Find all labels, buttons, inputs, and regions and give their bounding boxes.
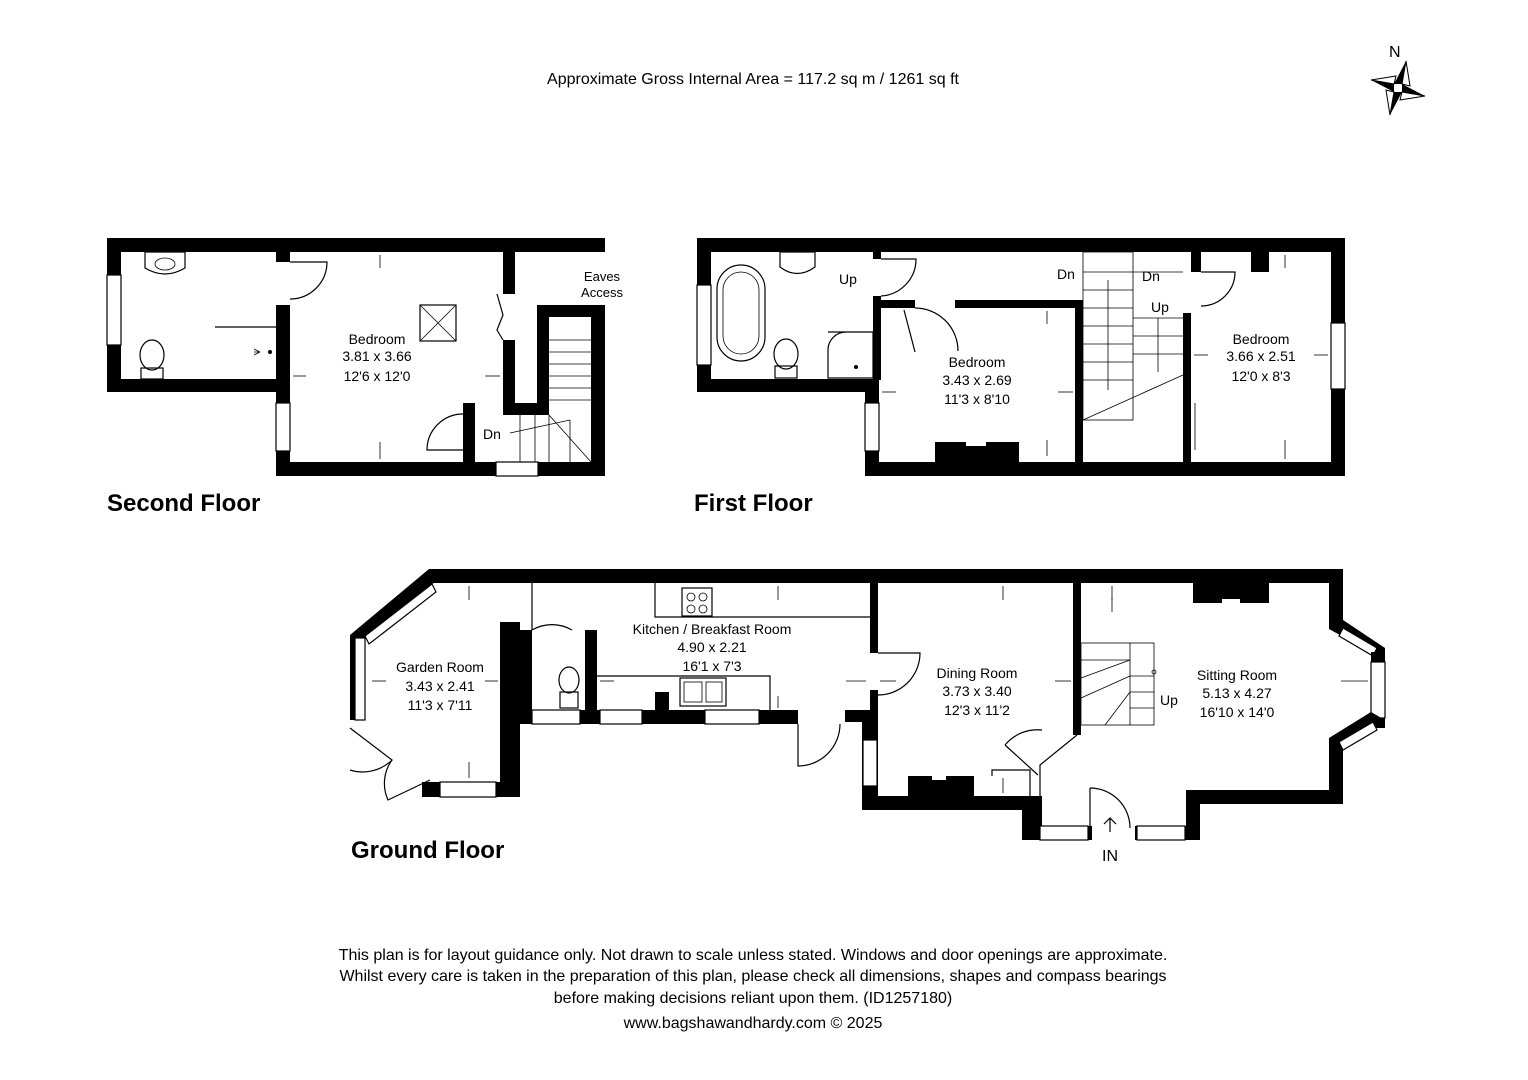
compass-north-label: N: [1389, 44, 1401, 61]
first-floor-plan: [694, 238, 1345, 517]
disclaimer-line-3: before making decisions reliant upon them. (ID1257180): [553, 990, 953, 1007]
first-floor-title: First Floor: [694, 490, 813, 517]
disclaimer-line-2: Whilst every care is taken in the preparation of this plan, please check all dimensions, shapes and compass bearings: [339, 968, 1167, 985]
first-stairs-up: Up: [1151, 299, 1169, 315]
eaves-label-line1: Eaves: [583, 269, 621, 284]
ground-floor-plan: [350, 569, 1385, 865]
first-stairs-dn-left: Dn: [1057, 266, 1075, 282]
first-bedroom-mid-name: Bedroom: [948, 354, 1006, 370]
first-stairs-dn-right: Dn: [1142, 268, 1160, 284]
first-bedroom-mid-imperial: 11'3 x 8'10: [944, 391, 1010, 407]
entrance-label: IN: [1102, 848, 1118, 865]
ground-floor-title: Ground Floor: [351, 837, 505, 864]
ground-stairs-up: Up: [1160, 692, 1178, 708]
sitting-room-metric: 5.13 x 4.27: [1202, 685, 1272, 701]
garden-room-name: Garden Room: [396, 659, 484, 675]
garden-room-imperial: 11'3 x 7'11: [407, 697, 473, 713]
second-bedroom-metric: 3.81 x 3.66: [342, 348, 412, 364]
gross-area-heading: Approximate Gross Internal Area = 117.2 sq m / 1261 sq ft: [547, 71, 959, 88]
website-credit: www.bagshawandhardy.com © 2025: [623, 1015, 883, 1032]
garden-room-metric: 3.43 x 2.41: [405, 678, 475, 694]
first-stairs-up-bath: Up: [839, 271, 857, 287]
disclaimer-line-1: This plan is for layout guidance only. Not drawn to scale unless stated. Windows and door openings are approximate.: [338, 947, 1168, 964]
second-bedroom-imperial: 12'6 x 12'0: [343, 368, 411, 384]
eaves-label-line2: Access: [581, 285, 623, 300]
kitchen-name: Kitchen / Breakfast Room: [632, 621, 792, 637]
first-bedroom-right-name: Bedroom: [1232, 331, 1290, 347]
dining-room-metric: 3.73 x 3.40: [942, 683, 1012, 699]
kitchen-metric: 4.90 x 2.21: [677, 639, 747, 655]
second-floor-title: Second Floor: [107, 490, 261, 517]
kitchen-imperial: 16'1 x 7'3: [682, 658, 742, 674]
compass-rose-icon: [1371, 44, 1425, 115]
second-stairs-dn: Dn: [483, 426, 501, 442]
sitting-room-name: Sitting Room: [1196, 667, 1278, 683]
first-bedroom-right-imperial: 12'0 x 8'3: [1231, 368, 1291, 384]
dining-room-imperial: 12'3 x 11'2: [944, 702, 1010, 718]
first-bedroom-right-metric: 3.66 x 2.51: [1226, 348, 1296, 364]
dining-room-name: Dining Room: [936, 665, 1018, 681]
sitting-room-imperial: 16'10 x 14'0: [1199, 704, 1275, 720]
second-bedroom-name: Bedroom: [348, 331, 406, 347]
first-bedroom-mid-metric: 3.43 x 2.69: [942, 372, 1012, 388]
second-floor-plan: [107, 238, 623, 517]
